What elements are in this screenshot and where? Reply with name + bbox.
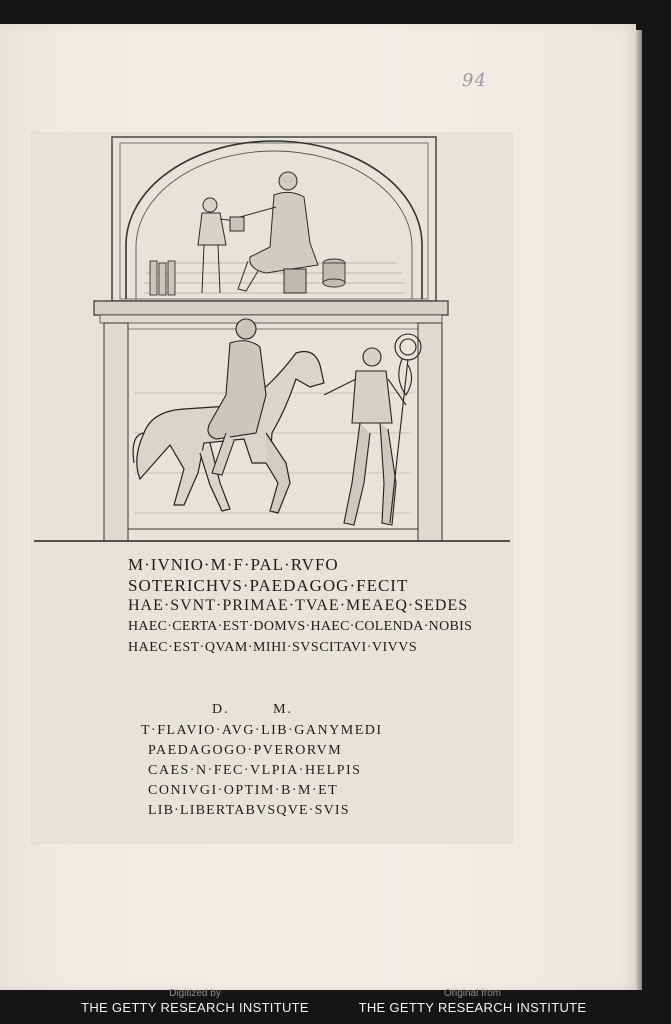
left-pilaster	[104, 323, 128, 541]
right-pilaster	[418, 323, 442, 541]
footer-original-from	[345, 988, 600, 1016]
dis-manibus-heading: D. M.	[212, 702, 294, 717]
footer-left-institution: THE GETTY RESEARCH INSTITUTE	[81, 1000, 309, 1015]
scroll-bundle	[150, 261, 175, 295]
epitaph-line-2: PAEDAGOGO·PVERORVM	[148, 743, 343, 758]
footer-right-institution: THE GETTY RESEARCH INSTITUTE	[358, 1000, 587, 1015]
inscription-line-4: HAEC·CERTA·EST·DOMVS·HAEC·COLENDA·NOBIS	[128, 619, 473, 634]
footer-right-caption: Original from	[443, 988, 502, 999]
epitaph-line-1: T·FLAVIO·AVG·LIB·GANYMEDI	[141, 723, 383, 738]
attendant-figure	[324, 348, 406, 525]
cornice	[94, 301, 448, 315]
page-edge	[636, 30, 642, 990]
epitaph-line-4: CONIVGI·OPTIM·B·M·ET	[148, 783, 339, 798]
folio-number: 94	[462, 70, 487, 91]
standing-child-figure	[198, 198, 244, 293]
inscription-line-3: HAE·SVNT·PRIMAE·TVAE·MEAEQ·SEDES	[128, 597, 469, 614]
engraved-plate	[32, 133, 512, 843]
footer-left-caption: Digitized by	[169, 988, 221, 999]
footer-digitized-by	[70, 988, 320, 1016]
scroll-box	[323, 259, 345, 287]
inscription-line-2: SOTERICHVS·PAEDAGOG·FECIT	[128, 576, 409, 595]
inscription-line-5: HAEC·EST·QVAM·MIHI·SVSCITAVI·VIVVS	[128, 640, 418, 655]
epitaph-line-3: CAES·N·FEC·VLPIA·HELPIS	[148, 763, 362, 778]
seated-teacher-figure	[238, 172, 318, 293]
relief-engraving	[34, 133, 510, 543]
inscription-line-1: M·IVNIO·M·F·PAL·RVFO	[128, 555, 339, 574]
epitaph-line-5: LIB·LIBERTABVSQVE·SVIS	[148, 803, 350, 818]
digitization-footer	[0, 988, 671, 1024]
